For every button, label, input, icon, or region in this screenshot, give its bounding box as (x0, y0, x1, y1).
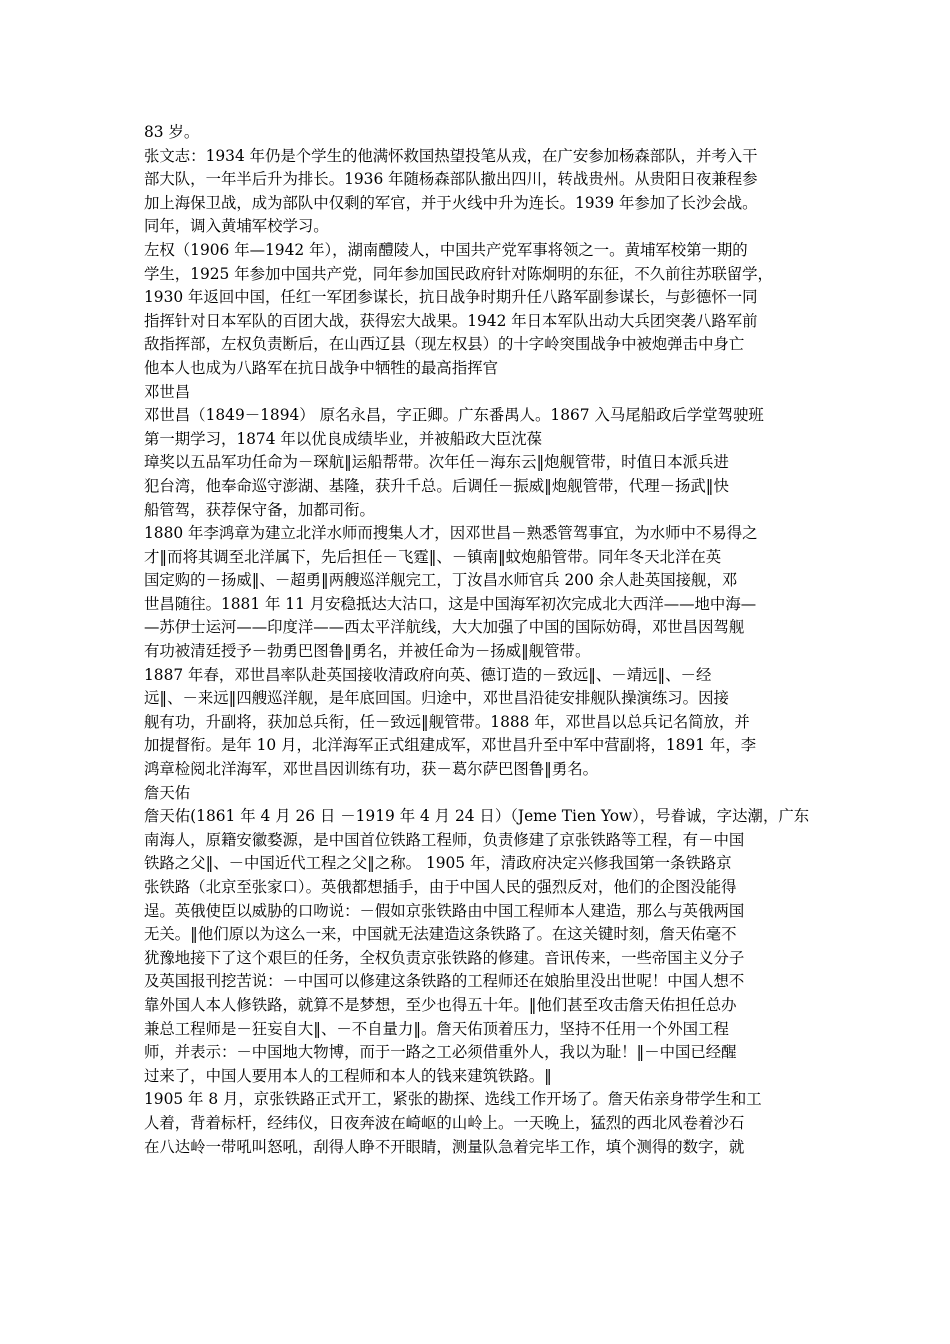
text-line: 部大队，一年半后升为排长。1936 年随杨森部队撤出四川，转战贵州。从贵阳日夜兼程参 (144, 170, 758, 189)
text-line: 83 岁。 (144, 123, 200, 141)
text-line: 铁路之父‖、－中国近代工程之父‖之称。 1905 年，清政府决定兴修我国第一条铁路京 (144, 854, 732, 873)
text-line: 鸿章检阅北洋海军，邓世昌因训练有功，获－葛尔萨巴图鲁‖勇名。 (144, 760, 599, 779)
text-line: 1905 年 8 月，京张铁路正式开工，紧张的勘探、选线工作开场了。詹天佑亲身带学生和工 (144, 1090, 762, 1109)
text-line: 过来了，中国人要用本人的工程师和本人的钱来建筑铁路。‖ (144, 1066, 552, 1085)
text-line: 指挥针对日本军队的百团大战，获得宏大战果。1942 年日本军队出动大兵团突袭八路军前 (144, 311, 758, 330)
text-line: 张铁路（北京至张家口）。英俄都想插手，由于中国人民的强烈反对，他们的企图没能得 (144, 878, 737, 896)
text-line: 他本人也成为八路军在抗日战争中牺牲的最高指挥官 (144, 358, 498, 377)
text-line: 加上海保卫战，成为部队中仅剩的军官，并于火线中升为连长。1939 年参加了长沙会战。 (144, 193, 758, 212)
text-line: 师，并表示：－中国地大物博，而于一路之工必须借重外人，我以为耻！‖－中国已经醒 (144, 1043, 737, 1062)
text-line: 第一期学习，1874 年以优良成绩毕业，并被船政大臣沈葆 (144, 429, 543, 448)
text-line: 左权（1906 年—1942 年），湖南醴陵人，中国共产党军事将领之一。黄埔军校第一期的 (144, 240, 748, 259)
text-line: 船管驾，获荐保守备，加都司衔。 (144, 500, 375, 519)
text-line: 学生，1925 年参加中国共产党，同年参加国民政府针对陈炯明的东征，不久前往苏联留学， (144, 264, 773, 283)
text-line: 邓世昌（1849－1894） 原名永昌，字正卿。广东番禺人。1867 入马尾船政后学堂驾驶班 (144, 406, 764, 425)
text-line: 詹天佑 (144, 783, 191, 802)
text-line: 舰有功，升副将，获加总兵衔，任－致远‖舰管带。1888 年，邓世昌以总兵记名简放，并 (144, 712, 750, 731)
text-line: 兼总工程师是－狂妄自大‖、－不自量力‖。詹天佑顶着压力，坚持不任用一个外国工程 (144, 1019, 729, 1038)
text-line: 及英国报刊挖苦说：－中国可以修建这条铁路的工程师还在娘胎里没出世呢！中国人想不 (144, 972, 745, 991)
text-line: 逞。英俄使臣以威胁的口吻说：－假如京张铁路由中国工程师本人建造，那么与英俄两国 (144, 901, 745, 920)
text-line: 犹豫地接下了这个艰巨的任务，全权负责京张铁路的修建。音讯传来，一些帝国主义分子 (144, 948, 745, 967)
text-line: 1880 年李鸿章为建立北洋水师而搜集人才，因邓世昌－熟悉管驾事宜，为水师中不易得之 (144, 524, 758, 543)
text-line: 加提督衔。是年 10 月，北洋海军正式组建成军，邓世昌升至中军中营副将，1891 年，李 (144, 736, 757, 755)
text-line: 璋奖以五品军功任命为－琛航‖运船帮带。次年任－海东云‖炮舰管带，时值日本派兵进 (144, 453, 729, 472)
text-line: 敌指挥部，左权负责断后，在山西辽县（现左权县）的十字岭突围战争中被炮弹击中身亡 (144, 335, 745, 354)
text-line: 才‖而将其调至北洋属下，先后担任－飞霆‖、－镇南‖蚊炮船管带。同年冬天北洋在英 (144, 547, 722, 566)
text-line: 1887 年春，邓世昌率队赴英国接收清政府向英、德订造的－致远‖、－靖远‖、－经 (144, 665, 712, 684)
document-body (144, 121, 812, 1159)
text-line: 同年，调入黄埔军校学习。 (144, 217, 329, 236)
text-line: —苏伊士运河——印度洋——西太平洋航线，大大加强了中国的国际妨碍，邓世昌因驾舰 (144, 618, 745, 637)
text-line: 詹天佑(1861 年 4 月 26 日 －1919 年 4 月 24 日）（Jeme Tien Yow），号眷诚，字达潮，广东 (144, 807, 810, 826)
text-line: 张文志：1934 年仍是个学生的他满怀救国热望投笔从戎，在广安参加杨森部队，并考入干 (144, 146, 758, 165)
text-line: 国定购的－扬威‖、－超勇‖两艘巡洋舰完工，丁汝昌水师官兵 200 余人赴英国接舰，邓 (144, 571, 738, 590)
text-line: 有功被清廷授予－勃勇巴图鲁‖勇名，并被任命为－扬威‖舰管带。 (144, 642, 591, 661)
text-line: 人着，背着标杆，经纬仪，日夜奔波在崎岖的山岭上。一天晚上，猛烈的西北风卷着沙石 (144, 1113, 745, 1132)
text-line: 在八达岭一带吼叫怒吼，刮得人睁不开眼睛，测量队急着完毕工作，填个测得的数字，就 (144, 1137, 745, 1156)
text-line: 无关。‖他们原以为这么一来，中国就无法建造这条铁路了。在这关键时刻，詹天佑毫不 (144, 925, 737, 944)
text-line: 远‖、－来远‖四艘巡洋舰，是年底回国。归途中，邓世昌沿徒安排舰队操演练习。因接 (144, 689, 729, 708)
text-line: 1930 年返回中国，任红一军团参谋长，抗日战争时期升任八路军副参谋长，与彭德怀一同 (144, 288, 758, 307)
text-line: 南海人，原籍安徽婺源，是中国首位铁路工程师，负责修建了京张铁路等工程，有－中国 (144, 830, 745, 849)
text-line: 靠外国人本人修铁路，就算不是梦想，至少也得五十年。‖他们甚至攻击詹天佑担任总办 (144, 995, 737, 1014)
text-line: 犯台湾，他奉命巡守澎湖、基隆，获升千总。后调任－振威‖炮舰管带，代理－扬武‖快 (144, 476, 729, 495)
text-line: 世昌随往。1881 年 11 月安稳抵达大沽口，这是中国海军初次完成北大西洋——地中海— (144, 594, 757, 613)
text-line: 邓世昌 (144, 382, 191, 401)
